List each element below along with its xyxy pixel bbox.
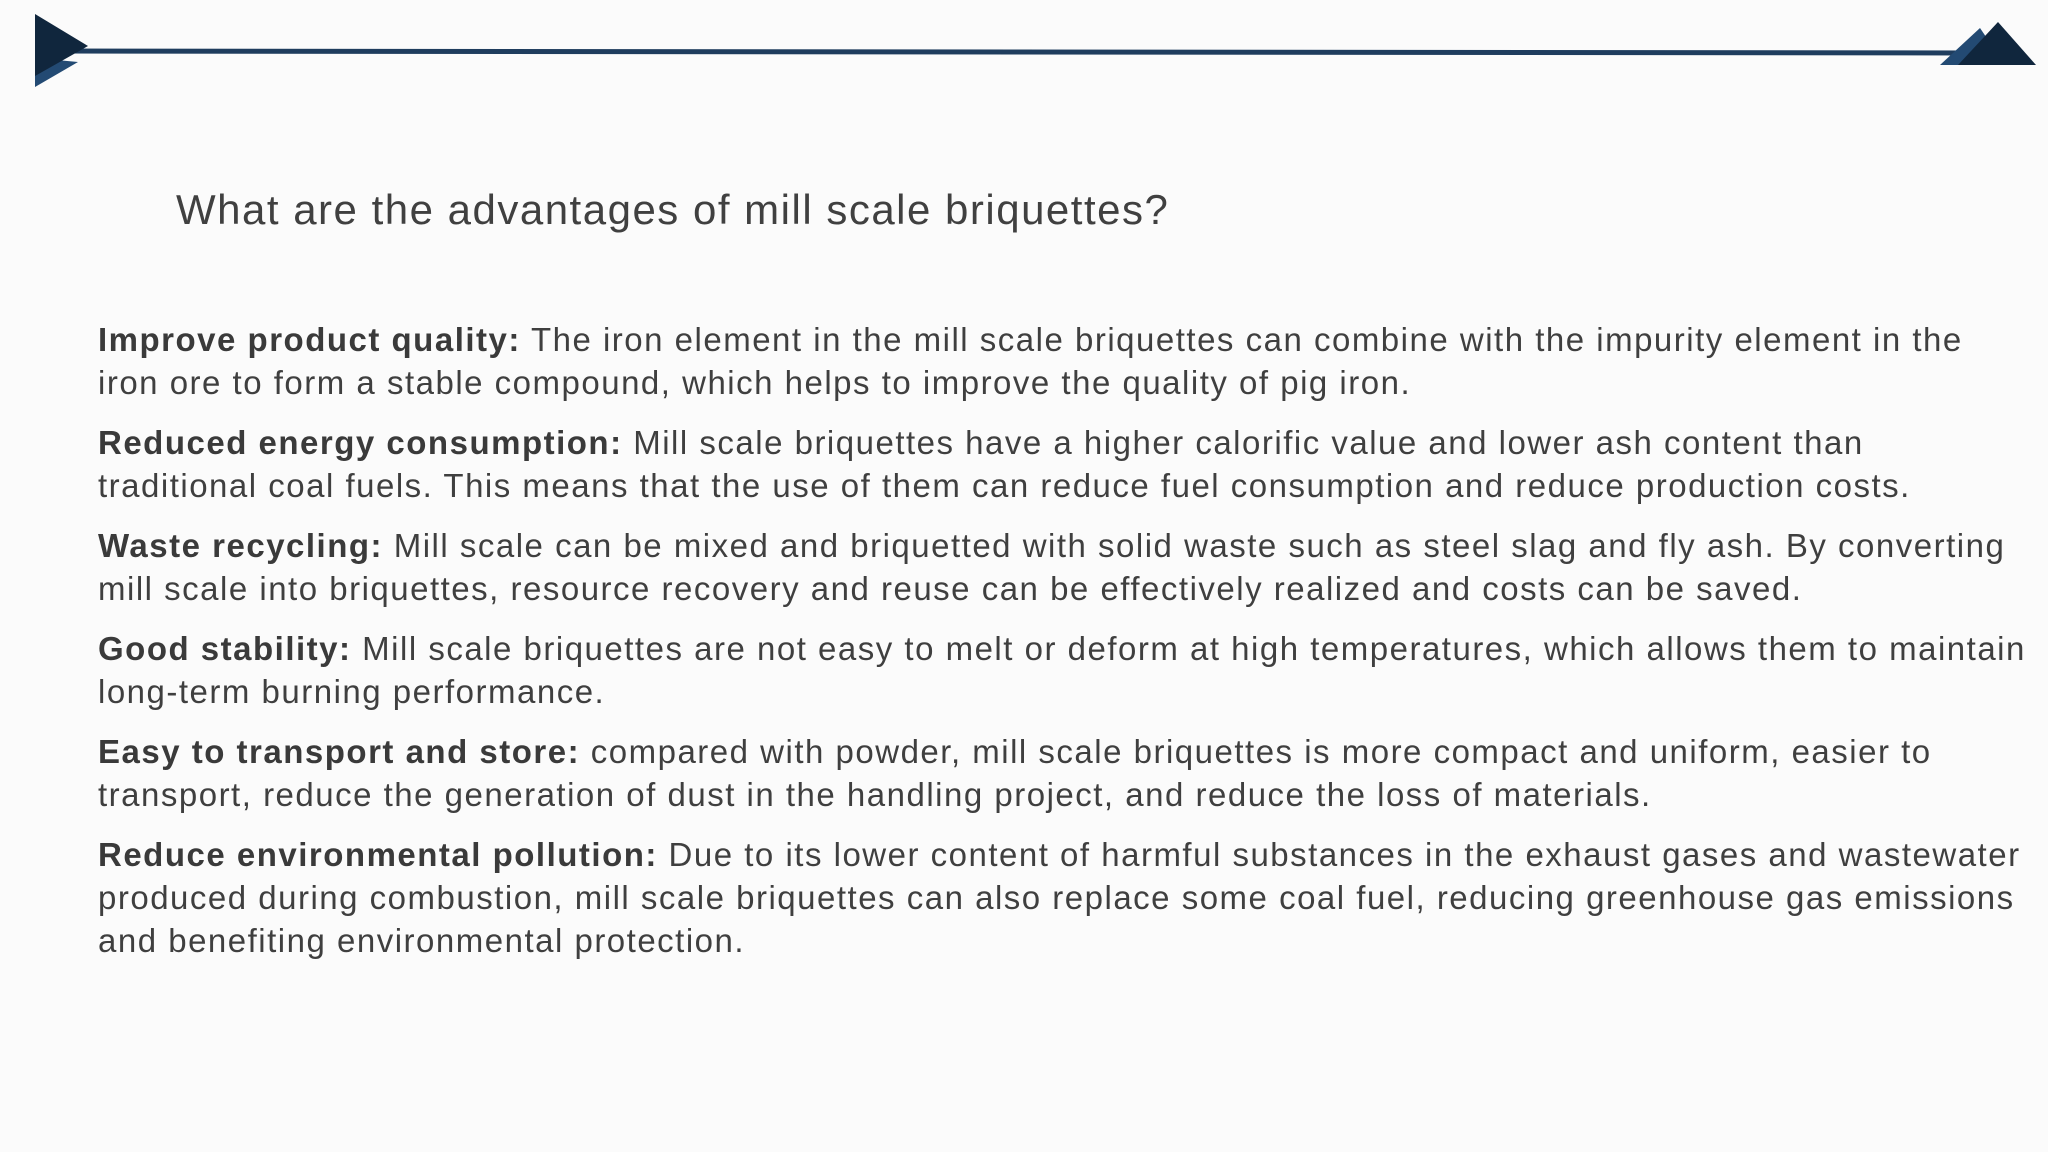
item-label: Reduce environmental pollution: — [98, 836, 658, 873]
item-label: Easy to transport and store: — [98, 733, 581, 770]
list-item — [98, 421, 2028, 507]
item-label: Good stability: — [98, 630, 352, 667]
item-label: Waste recycling: — [98, 527, 384, 564]
item-text: Mill scale briquettes are not easy to melt or deform at high temperatures, which allows them to maintain long-term burning performance. — [98, 630, 2026, 710]
list-item — [98, 318, 2028, 404]
item-text: The iron element in the mill scale briquettes can combine with the impurity element in the iron ore to form a stable compound, which helps to improve the quality of pig iron. — [98, 321, 1963, 401]
list-item — [98, 730, 2028, 816]
item-label: Reduced energy consumption: — [98, 424, 623, 461]
advantages-list — [98, 318, 2028, 979]
slide-title: What are the advantages of mill scale briquettes? — [176, 186, 1170, 233]
list-item — [98, 627, 2028, 713]
item-text: Mill scale briquettes have a higher calorific value and lower ash content than traditional coal fuels. This means that the use of them can reduce fuel consumption and reduce production costs. — [98, 424, 1911, 504]
header-rule-line — [60, 51, 1970, 53]
item-text: compared with powder, mill scale briquettes is more compact and uniform, easier to transport, reduce the generation of dust in the handling project, and reduce the loss of materials. — [98, 733, 1932, 813]
list-item — [98, 524, 2028, 610]
item-label: Improve product quality: — [98, 321, 521, 358]
list-item — [98, 833, 2028, 962]
header-decoration — [0, 0, 2048, 100]
item-text: Due to its lower content of harmful substances in the exhaust gases and wastewater produced during combustion, mill scale briquettes can also replace some coal fuel, reducing greenhouse gas emissions and benefiting environmental protection. — [98, 836, 2021, 959]
item-text: Mill scale can be mixed and briquetted with solid waste such as steel slag and fly ash. By converting mill scale into briquettes, resource recovery and reuse can be effectively realized and costs can be saved. — [98, 527, 2006, 607]
